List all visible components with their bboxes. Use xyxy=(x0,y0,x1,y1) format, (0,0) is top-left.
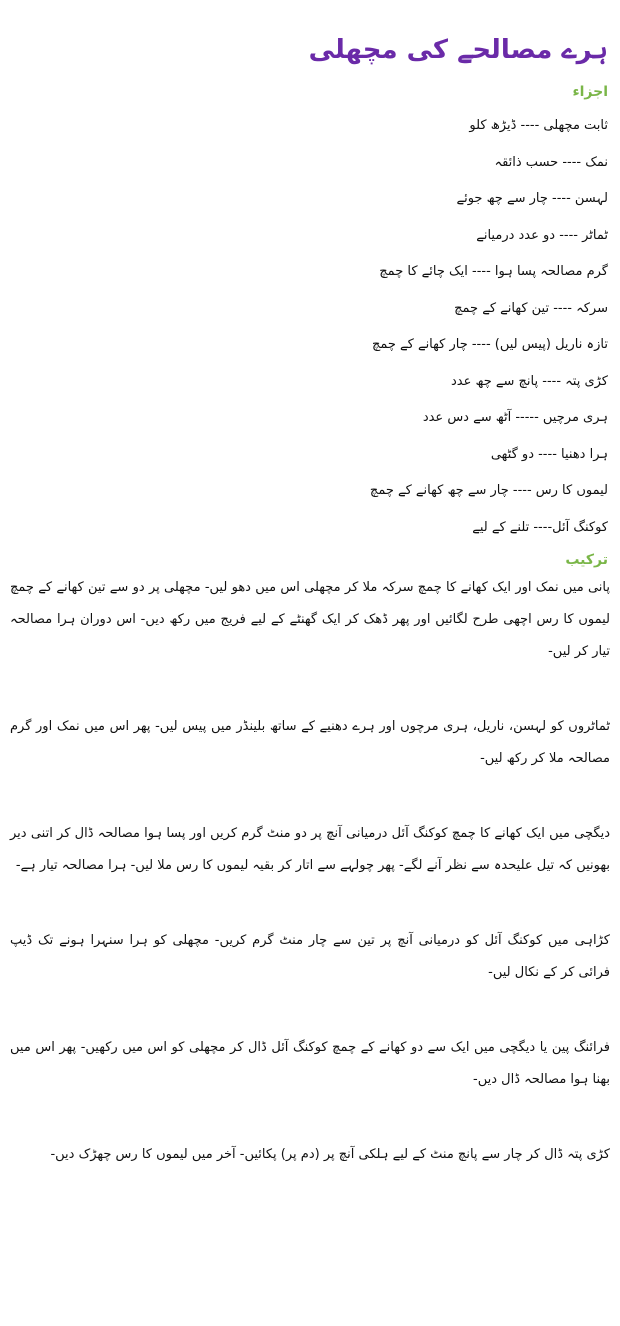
ingredient-item: ٹماٹر ---- دو عدد درمیانے xyxy=(476,227,608,243)
ingredient-item: ہری مرچیں ----- آٹھ سے دس عدد xyxy=(422,410,608,425)
ingredient-item: ہرا دھنیا ---- دو گٹھی xyxy=(490,446,608,462)
ingredient-item: تازہ ناریل (پیس لیں) ---- چار کھانے کے چمچ xyxy=(371,337,608,352)
ingredients-heading: اجزاء xyxy=(572,84,608,100)
ingredient-item: لہسن ---- چار سے چھ جوئے xyxy=(456,191,608,206)
method-step: ٹماٹروں کو لہسن، ناریل، ہری مرچوں اور ہرے دھنیے کے ساتھ بلینڈر میں پیس لیں- پھر اس میں نمک اور گرم مصالحہ ملا کر رکھ لیں- xyxy=(10,719,610,766)
ingredient-item: نمک ---- حسب ذائقہ xyxy=(494,154,608,170)
ingredient-item: لیموں کا رس ---- چار سے چھ کھانے کے چمچ xyxy=(369,483,608,498)
method-steps xyxy=(10,572,610,1171)
method-step: دیگچی میں ایک کھانے کا چمچ کوکنگ آئل درمیانی آنچ پر دو منٹ گرم کریں اور پسا ہوا مصالحہ ڈال کر اتنی دیر بھونیں کہ تیل علیحدہ سے نظر آنے لگے- پھر چولہے سے اتار کر بقیہ لیموں کا رس ملا لیں- ہرا مصالحہ تیار ہے- xyxy=(10,826,610,873)
ingredient-item: گرم مصالحہ پسا ہوا ---- ایک چائے کا چمچ xyxy=(379,264,608,279)
ingredient-item: کوکنگ آئل---- تلنے کے لیے xyxy=(472,519,608,535)
method-step: کڑاہی میں کوکنگ آئل کو درمیانی آنچ پر تین سے چار منٹ گرم کریں- مچھلی کو ہرا سنہرا ہونے تک ڈیپ فرائی کر کے نکال لیں- xyxy=(10,933,610,980)
method-heading: ترکیب xyxy=(565,552,608,568)
method-step: پانی میں نمک اور ایک کھانے کا چمچ سرکہ ملا کر مچھلی اس میں دھو لیں- مچھلی پر دو سے تین کھانے کے چمچ لیموں کا رس اچھی طرح لگائیں اور پھر ڈھک کر ایک گھنٹے کے لیے فریج میں رکھ دیں- اس دوران ہرا مصالحہ تیار کر لیں- xyxy=(10,580,610,659)
ingredient-item: کڑی پتہ ---- پانچ سے چھ عدد xyxy=(451,373,608,389)
ingredients-list xyxy=(10,108,610,546)
method-step: فرائنگ پین یا دیگچی میں ایک سے دو کھانے کے چمچ کوکنگ آئل ڈال کر مچھلی کو اس میں رکھیں- پھر اس میں بھنا ہوا مصالحہ ڈال دیں- xyxy=(10,1040,610,1087)
ingredient-item: ثابت مچھلی ---- ڈیڑھ کلو xyxy=(469,118,608,133)
method-step: کڑی پتہ ڈال کر چار سے پانچ منٹ کے لیے ہلکی آنچ پر (دم پر) پکائیں- آخر میں لیموں کا رس چھڑک دیں- xyxy=(50,1147,610,1162)
ingredient-item: سرکہ ---- تین کھانے کے چمچ xyxy=(454,300,608,316)
recipe-title: ہرے مصالحے کی مچھلی xyxy=(308,35,608,65)
